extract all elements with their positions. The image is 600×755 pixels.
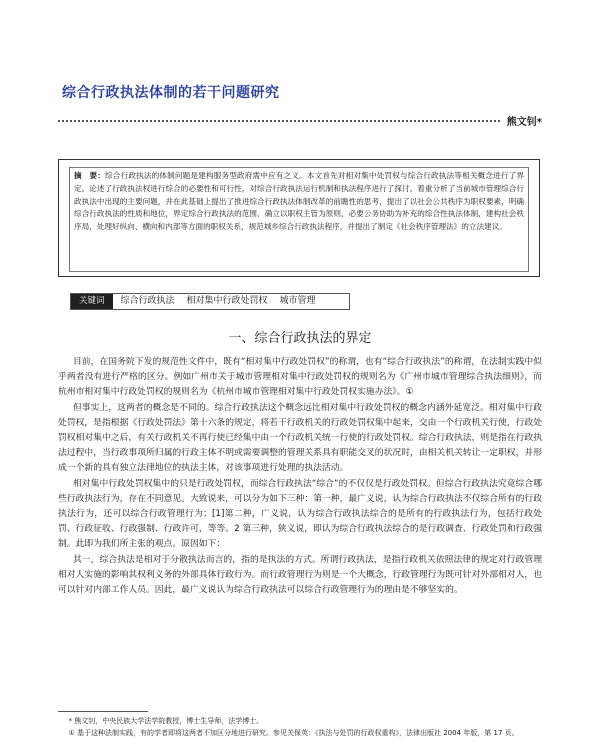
- footnote: * 熊文钊，中央民族大学法学院教授，博士生导师，法学博士。: [68, 717, 264, 725]
- keywords-label: 关键词: [71, 294, 113, 309]
- keyword-item: 相对集中行政处罚权: [186, 296, 268, 306]
- footnote: ① 基于这种法制实践，有的学者即将这两者不加区分地进行研究。参见关保英：《执法与处罚的行政权重构》，法律出版社 2004 年版，第 17 页。: [68, 728, 519, 737]
- footnotes: [58, 716, 542, 754]
- keyword-item: 城市管理: [279, 296, 316, 306]
- author-row: [58, 113, 542, 127]
- author-name: 熊文钊*: [506, 117, 542, 128]
- body-paragraph: 其一，综合执法是相对于分散执法而言的，指的是执法的方式。所谓行政执法，是指行政机关依照法律的规定对行政管理相对人实施的影响其权利义务的外部具体行政行为。而行政管理行为则是一个大概念，行政管理行为既可针对外部相对人，也可以针对内部工作人员。因此，最广义说认为综合行政执法可以综合行政管理行为的理由是不够坚实的。: [58, 554, 542, 596]
- abstract-text-frame: [69, 167, 529, 272]
- keyword-item: 综合行政执法: [120, 296, 175, 306]
- abstract-text: 综合行政执法的体制问题是建构服务型政府需中应有之义。本文首先对相对集中处罚权与综合行政执法等相关概念进行了界定。论述了行政执法权进行综合的必要性和可行性，对综合行政执法运行机制和执法程序进行了探讨。着重分析了当前城市管理综合行政执法中出现的主要问题，并在此基础上提出了推进综合行政执法体制改革的前瞻性的思考，提出了以社会公共秩序为职权要素，明确综合行政执法的性质和地位，界定综合行政执法的范围，确立以职权主管为原则，必要公务协助为补充的综合性执法体制，建构社会秩序局，处理好纵向、横向和内部等方面的职权关系，规范城乡综合行政执法程序，并提出了制定《社会秩序管理法》的立法建议。: [74, 171, 524, 232]
- body-paragraph: 目前，在国务院下发的规范性文件中，既有“相对集中行政处罚权”的称谓，也有“综合行政执法”的称谓，在法制实践中似乎两者没有进行严格的区分。例如广州市关于城市管理相对集中行政处罚权的规则名为《广州市城市管理综合执法细则》，而杭州市相对集中行政处罚权的规则名为《杭州市城市管理相对集中行政处罚权实施办法》。①: [58, 357, 542, 398]
- abstract-label: 摘 要：: [74, 171, 106, 180]
- body-paragraph: 相对集中行政处罚权集中的只是行政处罚权，而综合行政执法“综合”的不仅仅是行政处罚权。但综合行政执法究竟综合哪些行政执法行为，存在不同意见。大致说来，可以分为如下三种：第一种，最广义说，认为综合行政执法不仅综合所有的行政执法行为，还可以综合行政管理行为；[1]第二种，广义说，认为综合行政执法综合的是所有的行政执法行为，包括行政处罚、行政征收、行政强制、行政许可，等等。2 第三种，狭义说，即认为综合行政执法综合的是行政调查、行政处罚和行政强制。此即为我们所主张的观点。原因如下：: [58, 478, 542, 550]
- footnote-divider: [58, 711, 148, 712]
- abstract-box: [58, 159, 540, 277]
- dotted-leader: [58, 120, 500, 122]
- keywords-bar: [70, 293, 350, 310]
- section-heading: 一、综合行政执法的界定: [228, 331, 372, 346]
- article-title: 综合行政执法体制的若干问题研究: [62, 85, 280, 101]
- body-text: [58, 355, 542, 711]
- body-paragraph: 但事实上，这两者的概念是不同的。综合行政执法这个概念远比相对集中行政处罚权的概念内涵外延宽泛。相对集中行政处罚权，是指根据《行政处罚法》第十六条的规定，将若干行政机关的行政处罚权集中起来，交由一个行政机关行使，行政处罚权相对集中之后，有关行政机关不再行使已经集中由一个行政机关统一行使的行政处罚权。综合行政执法，则是指在行政执法过程中，当行政事项所归属的行政主体不明或需要调整的管理关系具有职能交叉的状况时，由相关机关转让一定职权，并形成一个新的具有独立法律地位的执法主体，对该事项进行处理的执法活动。: [58, 402, 542, 474]
